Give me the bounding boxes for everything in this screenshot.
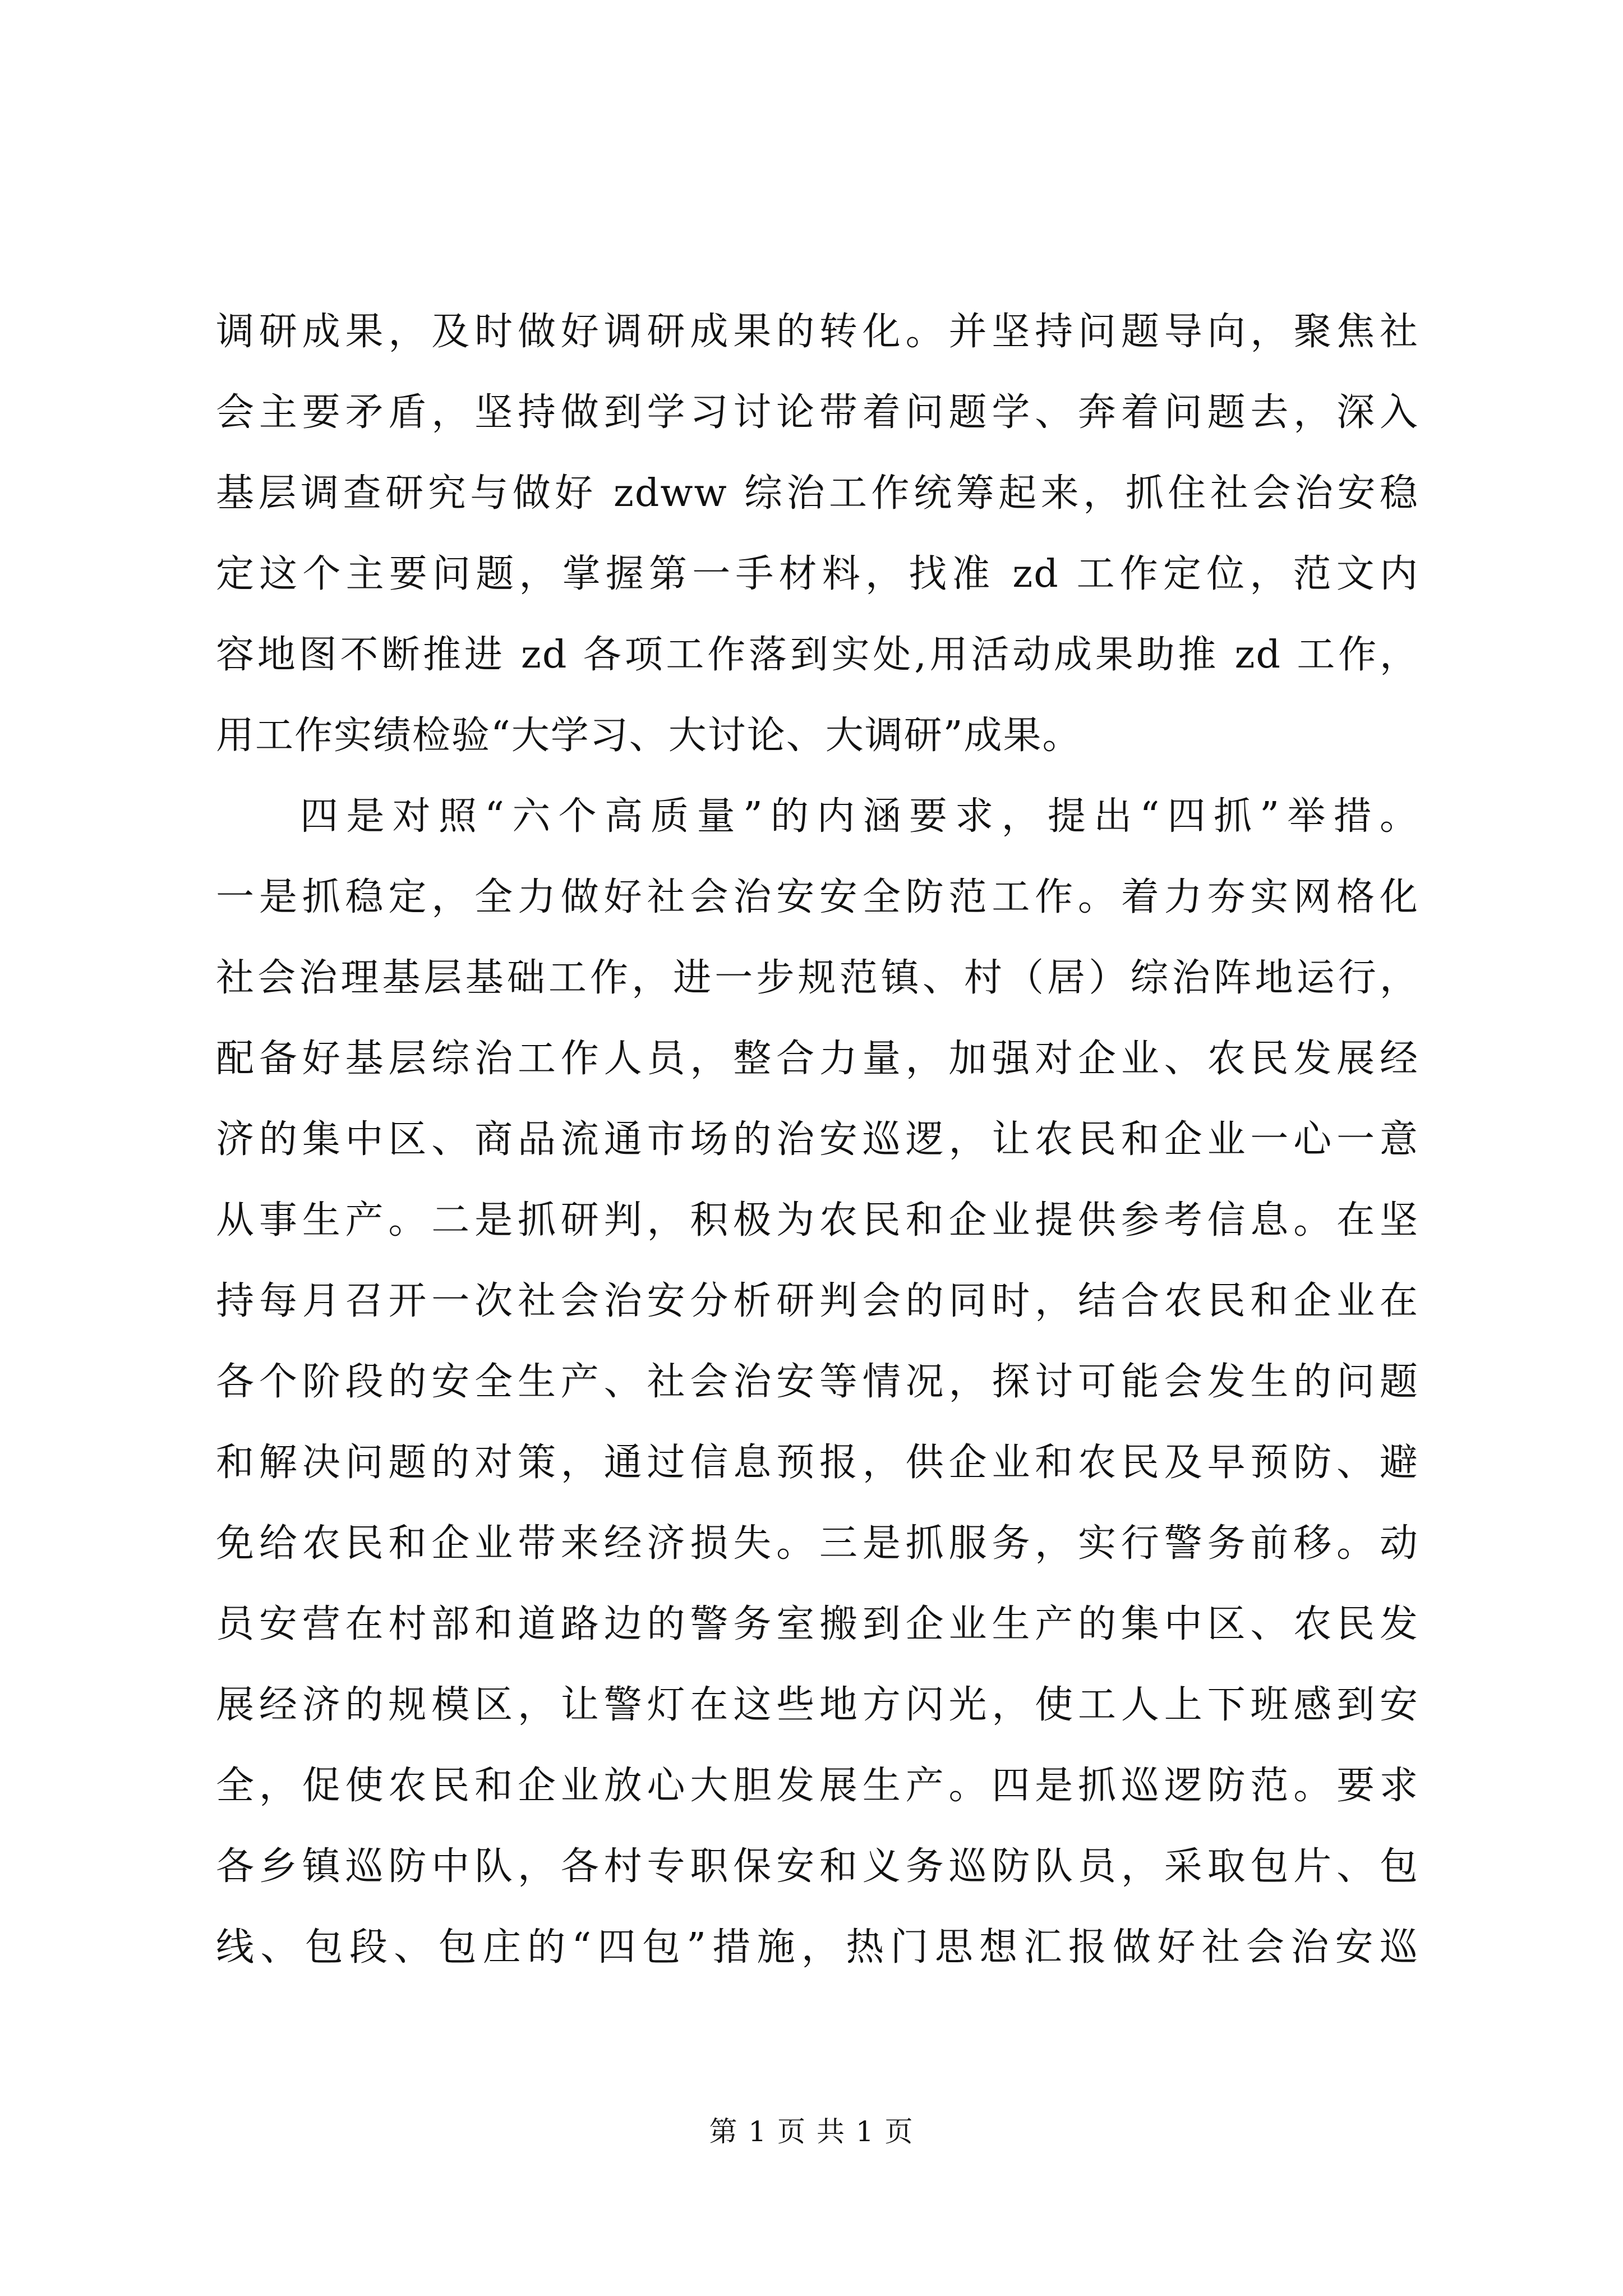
- text-line: 免给农民和企业带来经济损失。三是抓服务，实行警务前移。动: [216, 1521, 1419, 1566]
- text-line: 员安营在村部和道路边的警务室搬到企业生产的集中区、农民发: [216, 1602, 1419, 1646]
- text-line: 会主要矛盾，坚持做到学习讨论带着问题学、奔着问题去，深入: [216, 390, 1419, 435]
- text-line: 容地图不断推进 zd 各项工作落到实处,用活动成果助推 zd 工作，: [216, 633, 1419, 677]
- text-line: 济的集中区、商品流通市场的治安巡逻，让农民和企业一心一意: [216, 1117, 1419, 1162]
- text-line: 持每月召开一次社会治安分析研判会的同时，结合农民和企业在: [216, 1279, 1419, 1323]
- text-line: 和解决问题的对策，通过信息预报，供企业和农民及早预防、避: [216, 1441, 1419, 1485]
- text-line: 全，促使农民和企业放心大胆发展生产。四是抓巡逻防范。要求: [216, 1764, 1419, 1808]
- document-body: [216, 292, 1419, 1988]
- text-line: 从事生产。二是抓研判，积极为农民和企业提供参考信息。在坚: [216, 1198, 1419, 1243]
- text-line: 用工作实绩检验“大学习、大讨论、大调研”成果。: [216, 714, 1082, 758]
- text-line: 一是抓稳定，全力做好社会治安安全防范工作。着力夯实网格化: [216, 875, 1419, 919]
- text-line: 定这个主要问题，掌握第一手材料，找准 zd 工作定位，范文内: [216, 552, 1419, 596]
- text-line: 展经济的规模区，让警灯在这些地方闪光，使工人上下班感到安: [216, 1683, 1419, 1727]
- page-number-footer: 第 1 页 共 1 页: [709, 2115, 914, 2148]
- text-line: 调研成果，及时做好调研成果的转化。并坚持问题导向，聚焦社: [216, 310, 1419, 354]
- text-line: 基层调查研究与做好 zdww 综治工作统筹起来，抓住社会治安稳: [216, 471, 1419, 516]
- text-line: 各乡镇巡防中队，各村专职保安和义务巡防队员，采取包片、包: [216, 1844, 1419, 1889]
- text-line: 线、包段、包庄的“四包”措施，热门思想汇报做好社会治安巡: [216, 1925, 1419, 1970]
- paragraph-first-line: 四是对照“六个高质量”的内涵要求，提出“四抓”举措。: [300, 794, 1419, 839]
- text-line: 配备好基层综治工作人员，整合力量，加强对企业、农民发展经: [216, 1037, 1419, 1081]
- text-line: 各个阶段的安全生产、社会治安等情况，探讨可能会发生的问题: [216, 1360, 1419, 1404]
- text-line: 社会治理基层基础工作，进一步规范镇、村（居）综治阵地运行，: [216, 956, 1419, 1000]
